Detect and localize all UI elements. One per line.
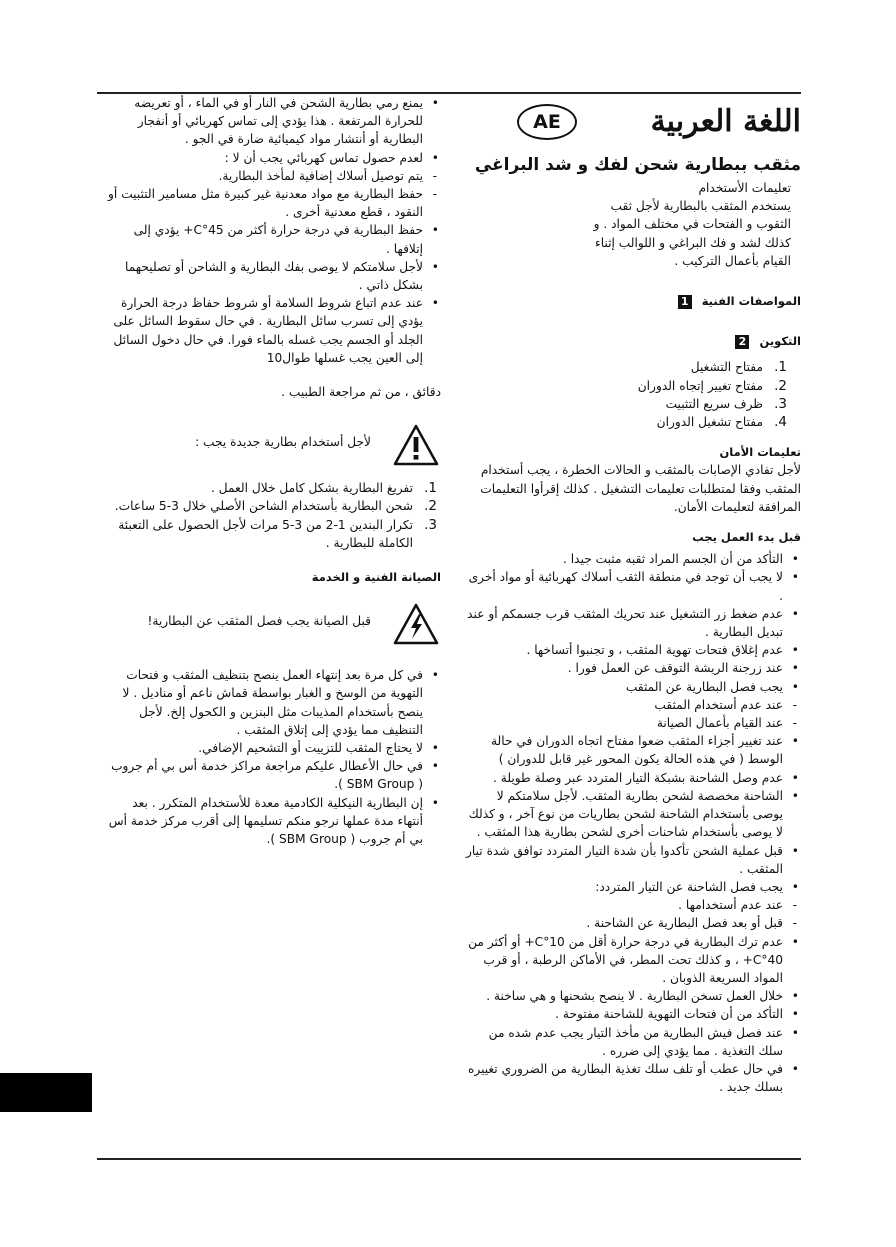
bullet-item: • حفظ البطارية في درجة حرارة أكثر من 45°C+ يؤدي إلى إتلافها . [105,221,441,257]
bullet-item: • عدم ترك البطارية في درجة حرارة أقل من 10°C+ أو أكثر من 40°C+ ، و كذلك تحت المطر، في الأماكن الرطبة ، أو قرب المواد السريعة الذوبان . [463,933,801,988]
figure-number-1: 1 [678,295,692,309]
new-battery-warning [105,423,441,479]
bullet-item: • عدم وصل الشاحنة بشبكة التيار المتردد عبر وصلة طويلة . [463,769,801,787]
components-label: التكوين [759,334,801,349]
list-item: 2. شحن البطارية بأستخدام الشاحن الأصلي خلال 3-5 ساعات. [114,498,437,515]
left-column [105,94,441,848]
dash-item: - قبل أو بعد فصل البطارية عن الشاحنة . [463,914,801,932]
maintenance-list [105,666,441,848]
electric-hazard-icon [392,602,440,646]
dash-item: - عند عدم أستخدامها . [463,896,801,914]
language-badge: AE [517,104,577,140]
list-item: 4. مفتاح تشغيل الدوران [656,414,787,431]
new-battery-warning-text: لأجل أستخدام بطارية جديدة يجب : [195,435,371,450]
language-title: اللغة العربية [650,104,801,139]
section-header [463,94,801,152]
right-column [463,94,801,1096]
before-work-list [463,550,801,1096]
list-item: 1. مفتاح التشغيل [690,359,787,376]
bullet-item: • عند عدم اتباع شروط السلامة أو شروط حفاظ درجة الحرارة يؤدي إلى تسرب سائل البطارية . في حال سقوط السائل على الجلد أو الجسم يجب غسله بالماء فورا. في حال دخول السائل إلى العين يجب غسلها طوال10 [105,294,441,367]
bullet-item: • في كل مرة بعد إنتهاء العمل ينصح بتنظيف المثقب و فتحات التهوية من الوسخ و الغبار بواسطة قماش ناعم أو مناديل . لا ينصح بأستخدام المذيبات مثل البنزين و الكحول إلخ. لأجل التنظيف مما يؤدي إلى إتلاق المثقب . [105,666,441,739]
usage-heading: تعليمات الأستخدام [698,181,791,195]
list-item: 3. ظرف سريع التثبيت [665,395,787,412]
safety-heading: تعليمات الأمان [719,445,801,460]
usage-section [463,179,801,270]
bullet-item: • يجب فصل البطارية عن المثقب [463,678,801,696]
components-heading [463,332,801,350]
bullet-item: • لا يجب أن توجد في منطقة الثقب أسلاك كهربائية أو مواد أخرى . [463,568,801,604]
bullet-item: • يجب فصل الشاحنة عن التيار المتردد: [463,878,801,896]
bullet-item: • عند زرجنة الريشة التوقف عن العمل فورا . [463,659,801,677]
safety-text: لأجل تفادي الإصابات بالمثقب و الحالات الخطرة ، يجب أستخدام المثقب وفقا لمتطلبات تعليمات التشغيل . كذلك إقرأوا التعليمات المرافقة لتعليمات الأمان. [480,463,801,514]
list-item: 3. تكرار البندين 1-2 من 3-5 مرات لأجل الحصول على التعبئة الكاملة للبطارية . [118,516,437,550]
list-item: 2. مفتاح تغيير إتجاه الدوران [637,377,787,394]
bullet-item: • التأكد من أن فتحات التهوية للشاحنة مفتوحة . [463,1005,801,1023]
battery-safety-list [105,94,441,367]
dash-item: - عند عدم أستخدام المثقب [463,696,801,714]
dash-item: - يتم توصيل أسلاك إضافية لمأخذ البطارية. [105,167,441,185]
list-item: 1. تفريغ البطارية بشكل كامل خلال العمل . [211,480,437,497]
bullet-item: • قبل عملية الشحن تأكدوا بأن شدة التيار المتردد توافق شدة تيار المثقب . [463,842,801,878]
figure-number-2: 2 [735,335,749,349]
dash-item: - عند القيام بأعمال الصيانة [463,714,801,732]
before-work-heading: قبل بدء العمل يجب [692,530,801,545]
bullet-item: • في حال عطب أو تلف سلك تغذية البطارية من الضروري تغييره بسلك جديد . [463,1060,801,1096]
dash-item: - حفظ البطارية مع مواد معدنية غير كبيرة مثل مسامير التثبيت أو النقود ، قطع معدنية أخرى . [105,185,441,221]
doctor-text: دقائق ، من ثم مراجعة الطبيب . [281,385,441,400]
bullet-item: • خلال العمل تسخن البطارية . لا ينصح بشحنها و هي ساخنة . [463,987,801,1005]
new-battery-steps [105,479,441,552]
document-title: مثقب ببطارية شحن لفك و شد البراغي [474,155,801,175]
bullet-item: • لأجل سلامتكم لا يوصى بفك البطارية و الشاحن أو تصليحهما بشكل ذاتي . [105,258,441,294]
bullet-item: • عند فصل فيش البطارية من مأخذ التيار يجب عدم شده من سلك التغذية . مما يؤدي إلى ضرره . [463,1024,801,1060]
bullet-item: • عدم ضغط زر التشغيل عند تحريك المثقب قرب جسمكم أو عند تبديل البطارية . [463,605,801,641]
warning-icon [392,423,440,467]
bullet-item: • التأكد من أن الجسم المراد ثقبه مثبت جيدا . [463,550,801,568]
bottom-rule [97,1158,801,1160]
tech-specs-heading [463,292,801,310]
bullet-item: • يمنع رمي بطارية الشحن في النار أو في الماء ، أو تعريضه للحرارة المرتفعة . هذا يؤدي إلى تماس كهربائي أو أنفجار البطارية أو أنتشار مواد كيميائية ضارة في الجو . [105,94,441,149]
bullet-item: • إن البطارية النيكلية الكادمية معدة للأستخدام المتكرر . بعد أنتهاء مدة عملها نرجو منكم تسليمها إلى أقرب مركز خدمة أس بي أم جروب ( SBM Group ). [105,794,441,849]
maintenance-heading: الصيانة الفنية و الخدمة [311,570,441,585]
bullet-item: • في حال الأعطال عليكم مراجعة مراكز خدمة أس بي أم جروب ( SBM Group ). [105,757,441,793]
components-list [463,358,801,431]
bullet-item: • لعدم حصول تماس كهربائي يجب أن لا : [105,149,441,167]
bullet-item: • عدم إغلاق فتحات تهوية المثقب ، و تجنبوا أتساخها . [463,641,801,659]
tech-specs-label: المواصفات الفنية [701,294,801,309]
bullet-item: • لا يحتاج المثقب للتزييت أو التشحيم الإضافي. [105,739,441,757]
page-side-tab [0,1073,92,1112]
usage-text: يستخدم المثقب بالبطارية لأجل ثقب الثقوب و الفتحات في مختلف المواد . و كذلك لشد و فك البراغي و اللوالب إثناء القيام بأعمال التركيب . [593,199,791,268]
bullet-item: • عند تغيير أجزاء المثقب ضعوا مفتاح اتجاه الدوران في حالة الوسط ( في هذه الحالة يكون المحور غير قابل للدوران ) [463,732,801,768]
maintenance-warning [105,602,441,658]
maintenance-warning-text: قبل الصيانة يجب فصل المثقب عن البطارية! [147,614,371,629]
bullet-item: • الشاحنة مخصصة لشحن بطارية المثقب. لأجل سلامتكم لا يوصى بأستخدام الشاحنة لشحن بطاريات من نوع آخر ، و كذلك لا يوصى بأستخدام شاحنات أخرى لشحن بطارية هذا المثقب . [463,787,801,842]
